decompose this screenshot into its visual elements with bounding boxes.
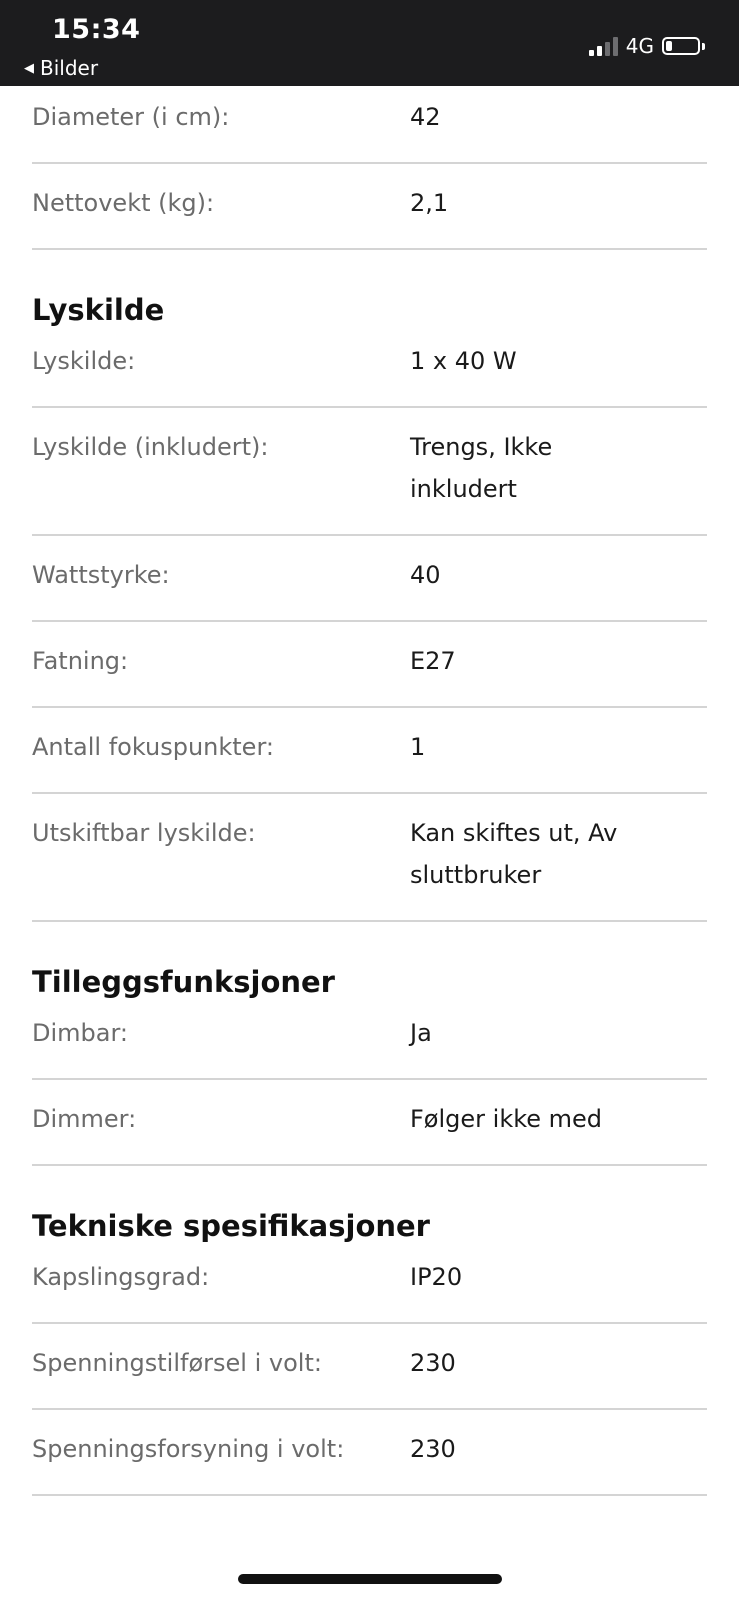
- spec-row: [32, 1004, 707, 1080]
- status-time: 15:34: [52, 14, 141, 45]
- spec-label: Spenningsforsyning i volt:: [32, 1435, 345, 1463]
- battery-level-fill: [666, 41, 672, 51]
- spec-value: 230: [410, 1349, 456, 1377]
- spec-label: Fatning:: [32, 647, 129, 675]
- spec-label: Kapslingsgrad:: [32, 1263, 210, 1291]
- spec-row: [32, 1080, 707, 1166]
- spec-value: 42: [410, 103, 441, 131]
- spec-section-lyskilde: [32, 250, 707, 922]
- spec-value: 230: [410, 1435, 456, 1463]
- spec-row: [32, 86, 707, 164]
- back-label: Bilder: [40, 56, 99, 80]
- spec-row: [32, 1324, 707, 1410]
- spec-label: Spenningstilførsel i volt:: [32, 1349, 322, 1377]
- spec-value: Følger ikke med: [410, 1105, 603, 1133]
- back-to-app-button[interactable]: [24, 56, 98, 80]
- section-title: Tilleggsfunksjoner: [32, 965, 335, 999]
- spec-row: [32, 622, 707, 708]
- spec-value: Ja: [410, 1019, 432, 1047]
- spec-label: Diameter (i cm):: [32, 103, 230, 131]
- spec-label: Utskiftbar lyskilde:: [32, 819, 256, 847]
- spec-section-tilleggsfunksjoner: [32, 922, 707, 1166]
- spec-label: Lyskilde:: [32, 347, 136, 375]
- status-bar: [0, 0, 739, 86]
- spec-value: 1 x 40 W: [410, 347, 517, 375]
- spec-value: Kan skiftes ut, Av sluttbruker: [410, 819, 618, 889]
- spec-label: Dimbar:: [32, 1019, 128, 1047]
- spec-value: 1: [410, 733, 426, 761]
- spec-value: IP20: [410, 1263, 463, 1291]
- spec-row: [32, 536, 707, 622]
- spec-row: [32, 408, 707, 536]
- spec-row: [32, 332, 707, 408]
- spec-row: [32, 164, 707, 250]
- spec-label: Nettovekt (kg):: [32, 189, 215, 217]
- home-indicator[interactable]: [238, 1574, 502, 1584]
- spec-section-dimensions: [32, 86, 707, 250]
- cellular-signal-icon: [589, 36, 618, 56]
- spec-value: 40: [410, 561, 441, 589]
- status-indicators: [589, 34, 705, 58]
- spec-row: [32, 1410, 707, 1496]
- spec-value: 2,1: [410, 189, 449, 217]
- spec-value: Trengs, Ikke inkludert: [410, 433, 553, 503]
- section-title: Lyskilde: [32, 293, 165, 327]
- battery-icon: [662, 37, 705, 55]
- spec-label: Wattstyrke:: [32, 561, 170, 589]
- spec-section-tekniske: [32, 1166, 707, 1496]
- spec-label: Lyskilde (inkludert):: [32, 433, 269, 461]
- spec-label: Dimmer:: [32, 1105, 137, 1133]
- back-arrow-icon: ◀: [24, 60, 34, 76]
- network-type: 4G: [625, 34, 654, 58]
- specifications-list: [32, 86, 707, 1496]
- spec-row: [32, 1248, 707, 1324]
- section-title: Tekniske spesifikasjoner: [32, 1209, 430, 1243]
- spec-row: [32, 794, 707, 922]
- spec-row: [32, 708, 707, 794]
- spec-value: E27: [410, 647, 456, 675]
- spec-label: Antall fokuspunkter:: [32, 733, 274, 761]
